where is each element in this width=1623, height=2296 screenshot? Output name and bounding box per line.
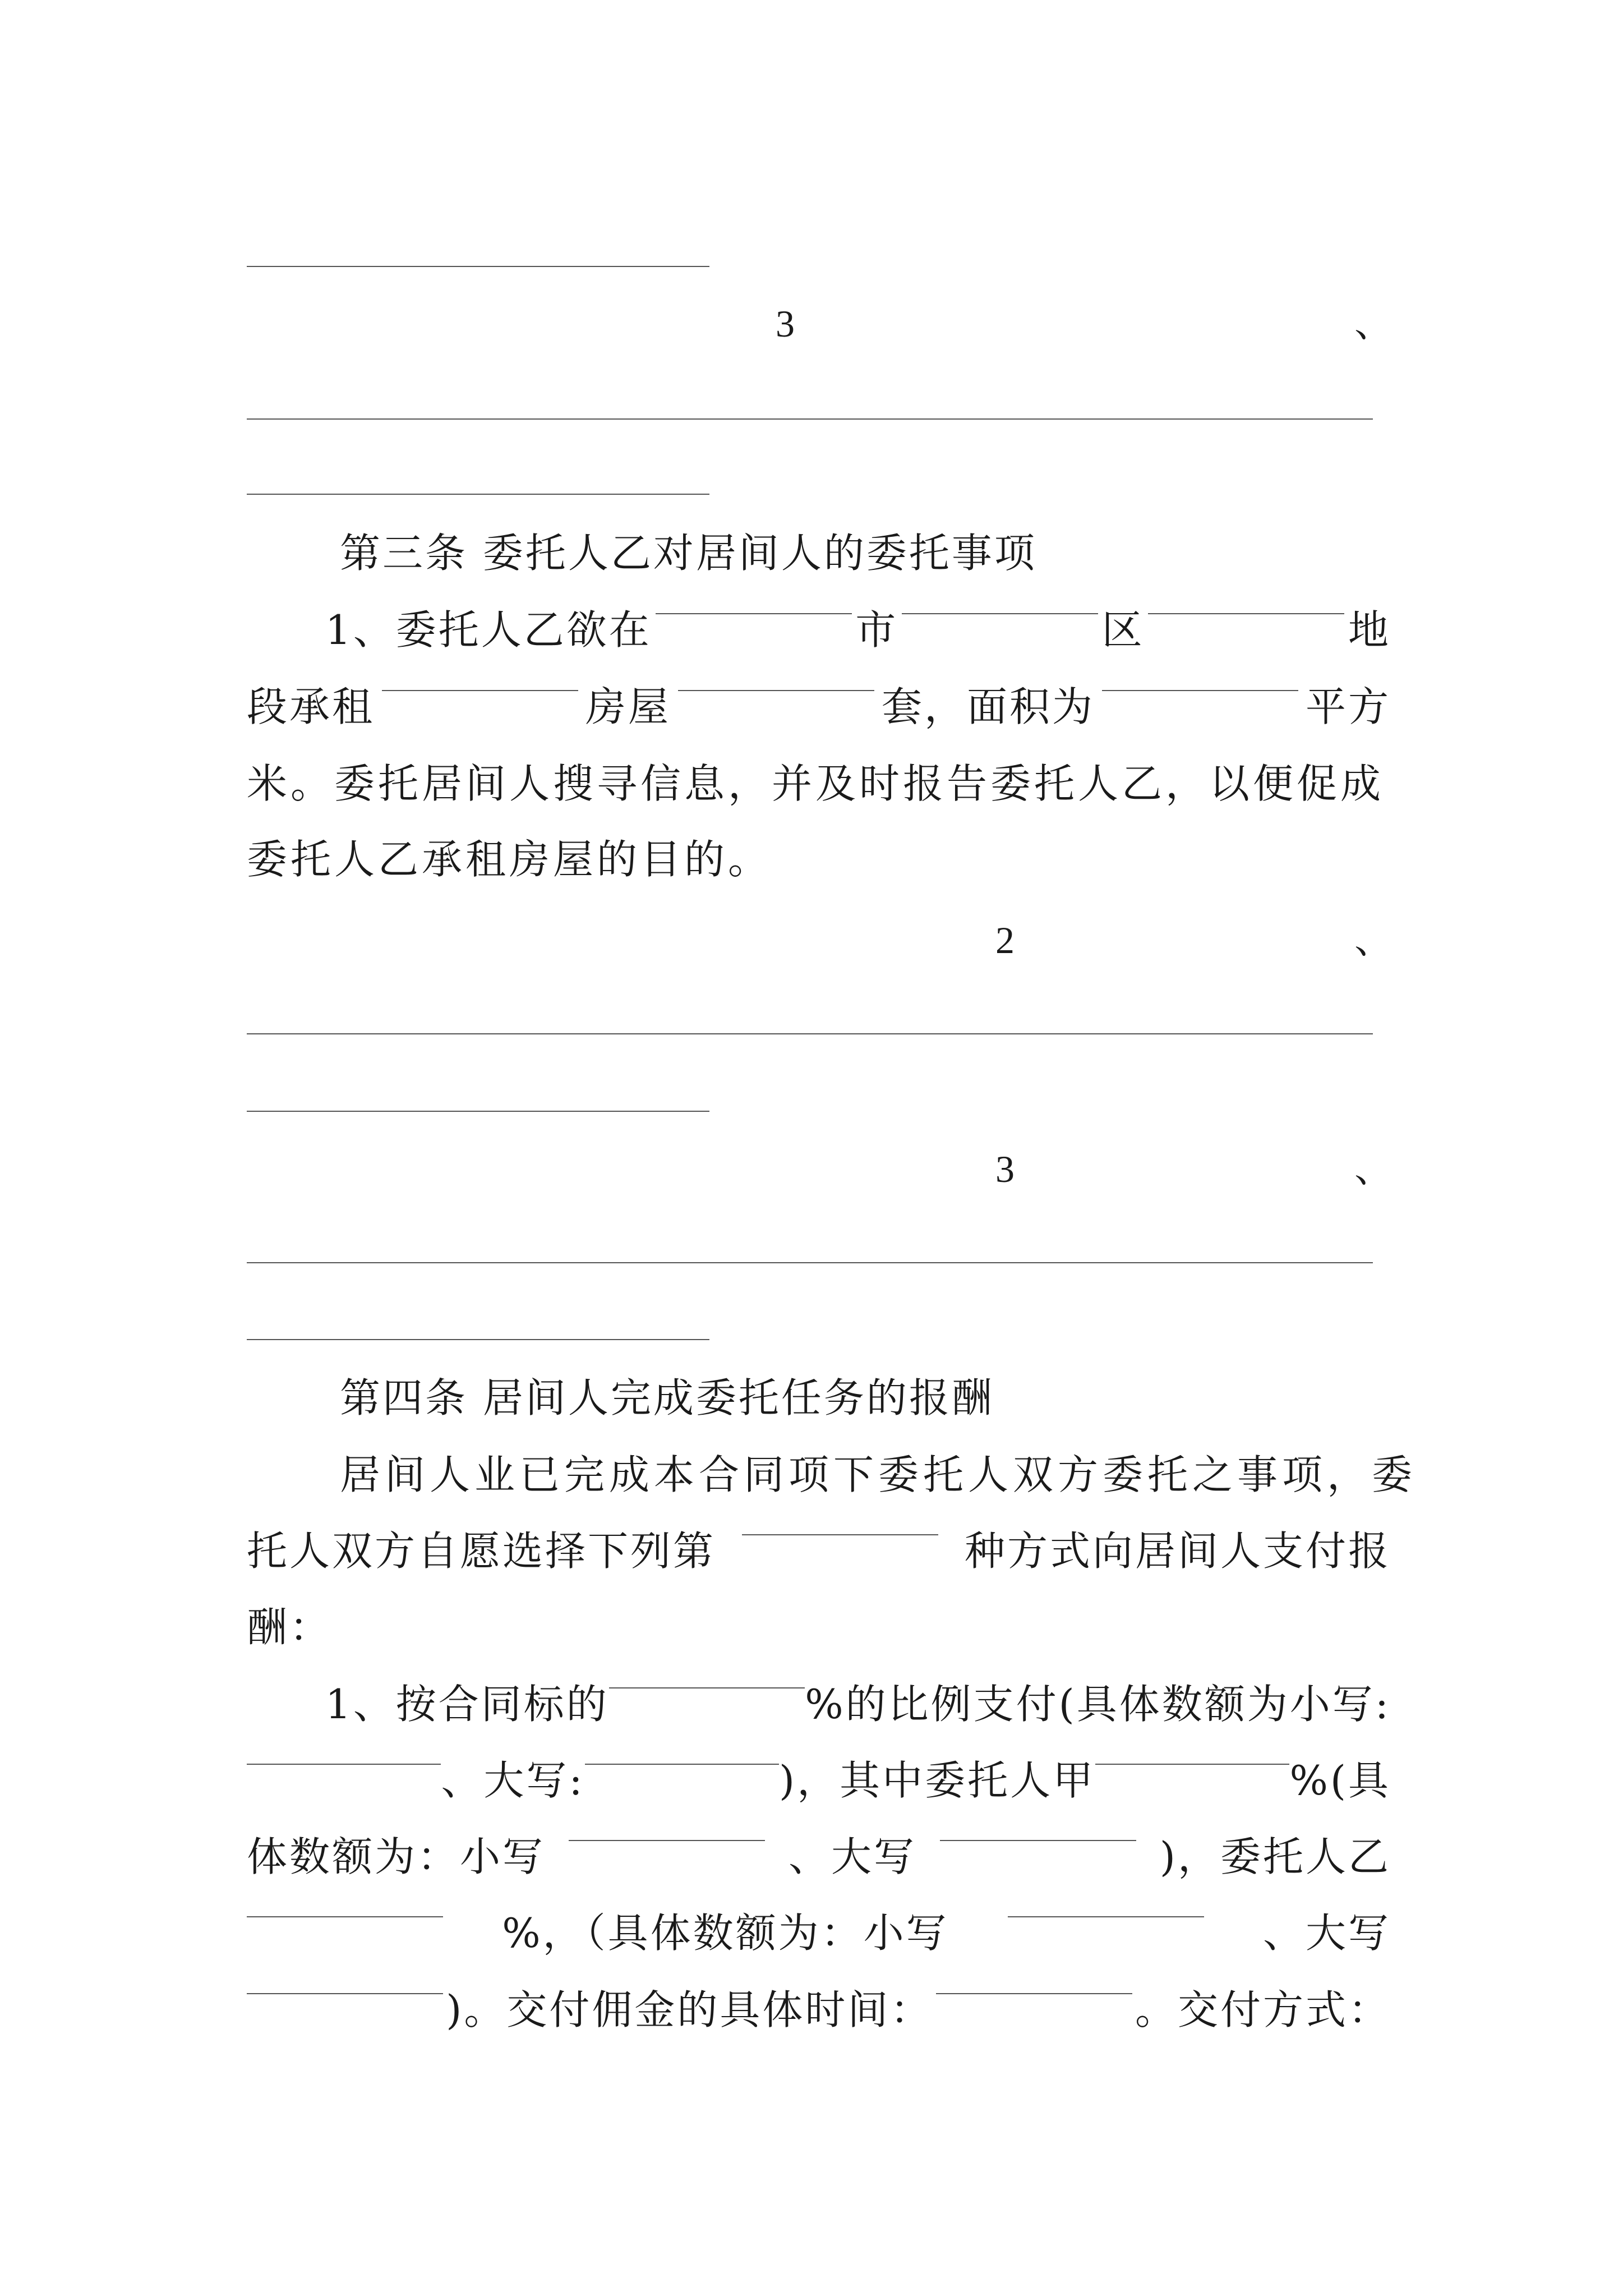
text: 体数额为：小写 — [247, 1833, 546, 1880]
article4-paragraph-line — [247, 1527, 1391, 1575]
item-number-3: 3 — [995, 1148, 1015, 1190]
text: 1、委托人乙欲在 — [325, 606, 652, 654]
article3-paragraph-line: 米。委托居间人搜寻信息，并及时报告委托人乙，以便促成 — [247, 760, 1385, 807]
text: %(具 — [1289, 1757, 1391, 1804]
article4-heading: 第四条 居间人完成委托任务的报酬 — [340, 1374, 994, 1421]
fill-line-short — [247, 1111, 709, 1112]
article4-paragraph-line — [247, 1986, 1391, 2033]
blank-house-type — [382, 687, 578, 691]
text: )，其中委托人甲 — [779, 1757, 1096, 1804]
article4-paragraph-line — [247, 1833, 1391, 1880]
text: 、大写 — [788, 1833, 916, 1880]
text: %的比例支付(具体数额为小写: — [805, 1681, 1391, 1728]
text: 种方式向居间人支付报 — [964, 1527, 1391, 1575]
article4-paragraph-line — [325, 1681, 1391, 1728]
article3-paragraph-line — [247, 683, 1391, 730]
text: 地 — [1348, 606, 1391, 654]
blank-city — [656, 610, 852, 614]
text: )。交付佣金的具体时间： — [446, 1986, 933, 2033]
blank-section — [1148, 610, 1344, 614]
fill-line-short — [247, 266, 709, 267]
text: 、大写: — [441, 1757, 585, 1804]
text: 托人双方自愿选择下列第 — [247, 1527, 716, 1575]
text: 。交付方式： — [1135, 1986, 1391, 2033]
item-number-2: 2 — [995, 919, 1015, 961]
blank-house-count — [678, 687, 874, 691]
article4-paragraph-line: 酬： — [247, 1604, 333, 1651]
article3-paragraph-line: 委托人乙承租房屋的目的。 — [247, 836, 772, 883]
blank-party-a-small — [569, 1837, 765, 1841]
text: 套，面积为 — [881, 683, 1095, 730]
article4-paragraph-line: 居间人业已完成本合同项下委托人双方委托之事项，委 — [340, 1451, 1417, 1498]
item-comma: 、 — [1354, 302, 1393, 345]
blank-pay-time — [936, 1990, 1132, 1994]
blank-amount-small — [247, 1760, 441, 1765]
fill-line-short — [247, 1339, 709, 1340]
text: 区 — [1101, 606, 1145, 654]
blank-party-b-small — [1008, 1913, 1204, 1917]
item-comma: 、 — [1354, 919, 1393, 961]
text: 平方 — [1305, 683, 1391, 730]
blank-party-a-percent — [1095, 1760, 1289, 1765]
text: %，（具体数额为：小写 — [502, 1910, 949, 1957]
article4-paragraph-line — [247, 1910, 1391, 1957]
article3-heading: 第三条 委托人乙对居间人的委托事项 — [340, 530, 1037, 577]
article3-paragraph-line — [325, 606, 1391, 654]
blank-party-b-percent — [247, 1913, 443, 1917]
blank-method — [742, 1531, 938, 1535]
text: 、大写 — [1262, 1910, 1391, 1957]
blank-district — [902, 610, 1098, 614]
blank-area — [1102, 687, 1298, 691]
blank-party-b-large — [247, 1990, 443, 1994]
fill-line-long — [247, 418, 1373, 420]
text: 段承租 — [247, 683, 375, 730]
text: 1、按合同标的 — [325, 1681, 609, 1728]
text: 房屋 — [585, 683, 671, 730]
blank-percent — [609, 1684, 805, 1688]
text: 市 — [855, 606, 898, 654]
text: )，委托人乙 — [1159, 1833, 1391, 1880]
fill-line-long — [247, 1033, 1373, 1034]
blank-party-a-large — [940, 1837, 1136, 1841]
item-comma: 、 — [1354, 1148, 1393, 1190]
article4-paragraph-line — [247, 1757, 1391, 1804]
fill-line-short — [247, 494, 709, 495]
blank-amount-large — [585, 1760, 779, 1765]
item-number-3: 3 — [776, 302, 795, 345]
fill-line-long — [247, 1262, 1373, 1263]
